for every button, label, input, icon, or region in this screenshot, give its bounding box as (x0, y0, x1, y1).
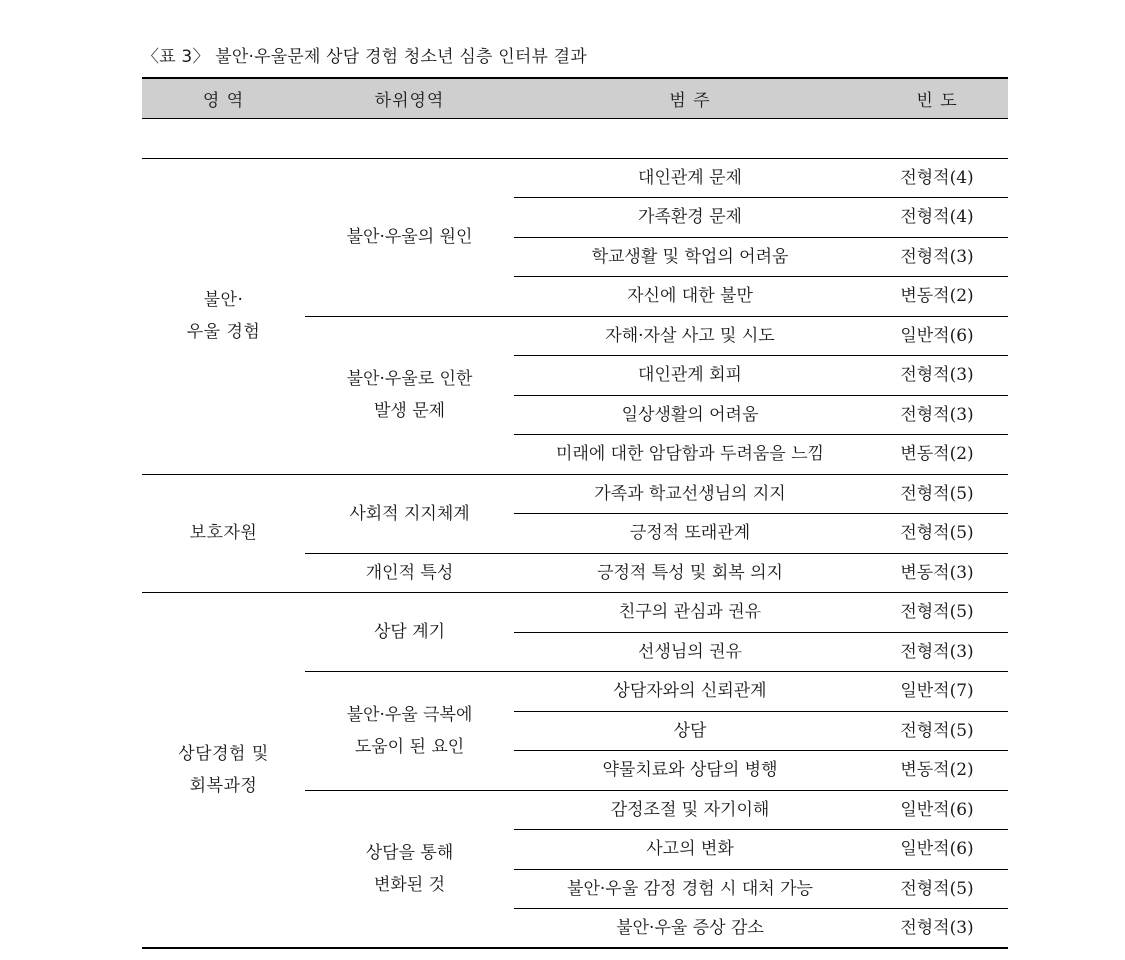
category-cell: 자해·자살 사고 및 시도 (514, 316, 866, 356)
subdomain-cell: 불안·우울로 인한 발생 문제 (305, 316, 514, 474)
frequency-cell: 전형적(5) (866, 711, 1008, 751)
category-cell: 긍정적 특성 및 회복 의지 (514, 553, 866, 593)
frequency-cell: 전형적(3) (866, 909, 1008, 949)
header-frequency: 빈 도 (866, 78, 1008, 118)
frequency-cell: 일반적(7) (866, 672, 1008, 712)
category-cell: 긍정적 또래관계 (514, 514, 866, 554)
category-cell: 선생님의 권유 (514, 632, 866, 672)
domain-cell: 보호자원 (142, 474, 305, 593)
frequency-cell: 전형적(3) (866, 237, 1008, 277)
category-cell: 상담 (514, 711, 866, 751)
table-row (142, 158, 1008, 198)
frequency-cell: 변동적(2) (866, 277, 1008, 317)
subdomain-cell: 불안·우울의 원인 (305, 158, 514, 316)
category-cell: 친구의 관심과 권유 (514, 593, 866, 633)
frequency-cell: 일반적(6) (866, 790, 1008, 830)
frequency-cell: 전형적(5) (866, 869, 1008, 909)
domain-cell: 불안· 우울 경험 (142, 158, 305, 474)
frequency-cell: 전형적(4) (866, 198, 1008, 238)
category-cell: 학교생활 및 학업의 어려움 (514, 237, 866, 277)
category-cell: 대인관계 문제 (514, 158, 866, 198)
category-cell: 가족과 학교선생님의 지지 (514, 474, 866, 514)
category-cell: 상담자와의 신뢰관계 (514, 672, 866, 712)
table-header-row (142, 78, 1008, 118)
category-cell: 미래에 대한 암담함과 두려움을 느낌 (514, 435, 866, 475)
frequency-cell: 변동적(2) (866, 435, 1008, 475)
frequency-cell: 전형적(5) (866, 474, 1008, 514)
category-cell: 약물치료와 상담의 병행 (514, 751, 866, 791)
domain-cell: 상담경험 및 회복과정 (142, 593, 305, 949)
subdomain-cell: 상담을 통해 변화된 것 (305, 790, 514, 948)
results-table (142, 77, 1008, 949)
category-cell: 불안·우울 증상 감소 (514, 909, 866, 949)
frequency-cell: 전형적(3) (866, 632, 1008, 672)
frequency-cell: 변동적(2) (866, 751, 1008, 791)
subdomain-cell: 사회적 지지체계 (305, 474, 514, 553)
table-caption: 〈표 3〉 불안·우울문제 상담 경험 청소년 심층 인터뷰 결과 (142, 47, 587, 67)
subdomain-cell: 개인적 특성 (305, 553, 514, 593)
frequency-cell: 일반적(6) (866, 316, 1008, 356)
subdomain-cell: 불안·우울 극복에 도움이 된 요인 (305, 672, 514, 791)
frequency-cell: 전형적(5) (866, 514, 1008, 554)
frequency-cell: 변동적(3) (866, 553, 1008, 593)
header-domain: 영 역 (142, 78, 305, 118)
frequency-cell: 전형적(4) (866, 158, 1008, 198)
frequency-cell: 전형적(3) (866, 395, 1008, 435)
category-cell: 가족환경 문제 (514, 198, 866, 238)
header-subdomain: 하위영역 (305, 78, 514, 118)
category-cell: 자신에 대한 불만 (514, 277, 866, 317)
category-cell: 불안·우울 감정 경험 시 대처 가능 (514, 869, 866, 909)
frequency-cell: 일반적(6) (866, 830, 1008, 870)
category-cell: 일상생활의 어려움 (514, 395, 866, 435)
category-cell: 대인관계 회피 (514, 356, 866, 396)
table-row (142, 474, 1008, 514)
table-body (142, 158, 1008, 948)
table-row (142, 593, 1008, 633)
header-category: 범 주 (514, 78, 866, 118)
frequency-cell: 전형적(5) (866, 593, 1008, 633)
category-cell: 감정조절 및 자기이해 (514, 790, 866, 830)
frequency-cell: 전형적(3) (866, 356, 1008, 396)
subdomain-cell: 상담 계기 (305, 593, 514, 672)
category-cell: 사고의 변화 (514, 830, 866, 870)
